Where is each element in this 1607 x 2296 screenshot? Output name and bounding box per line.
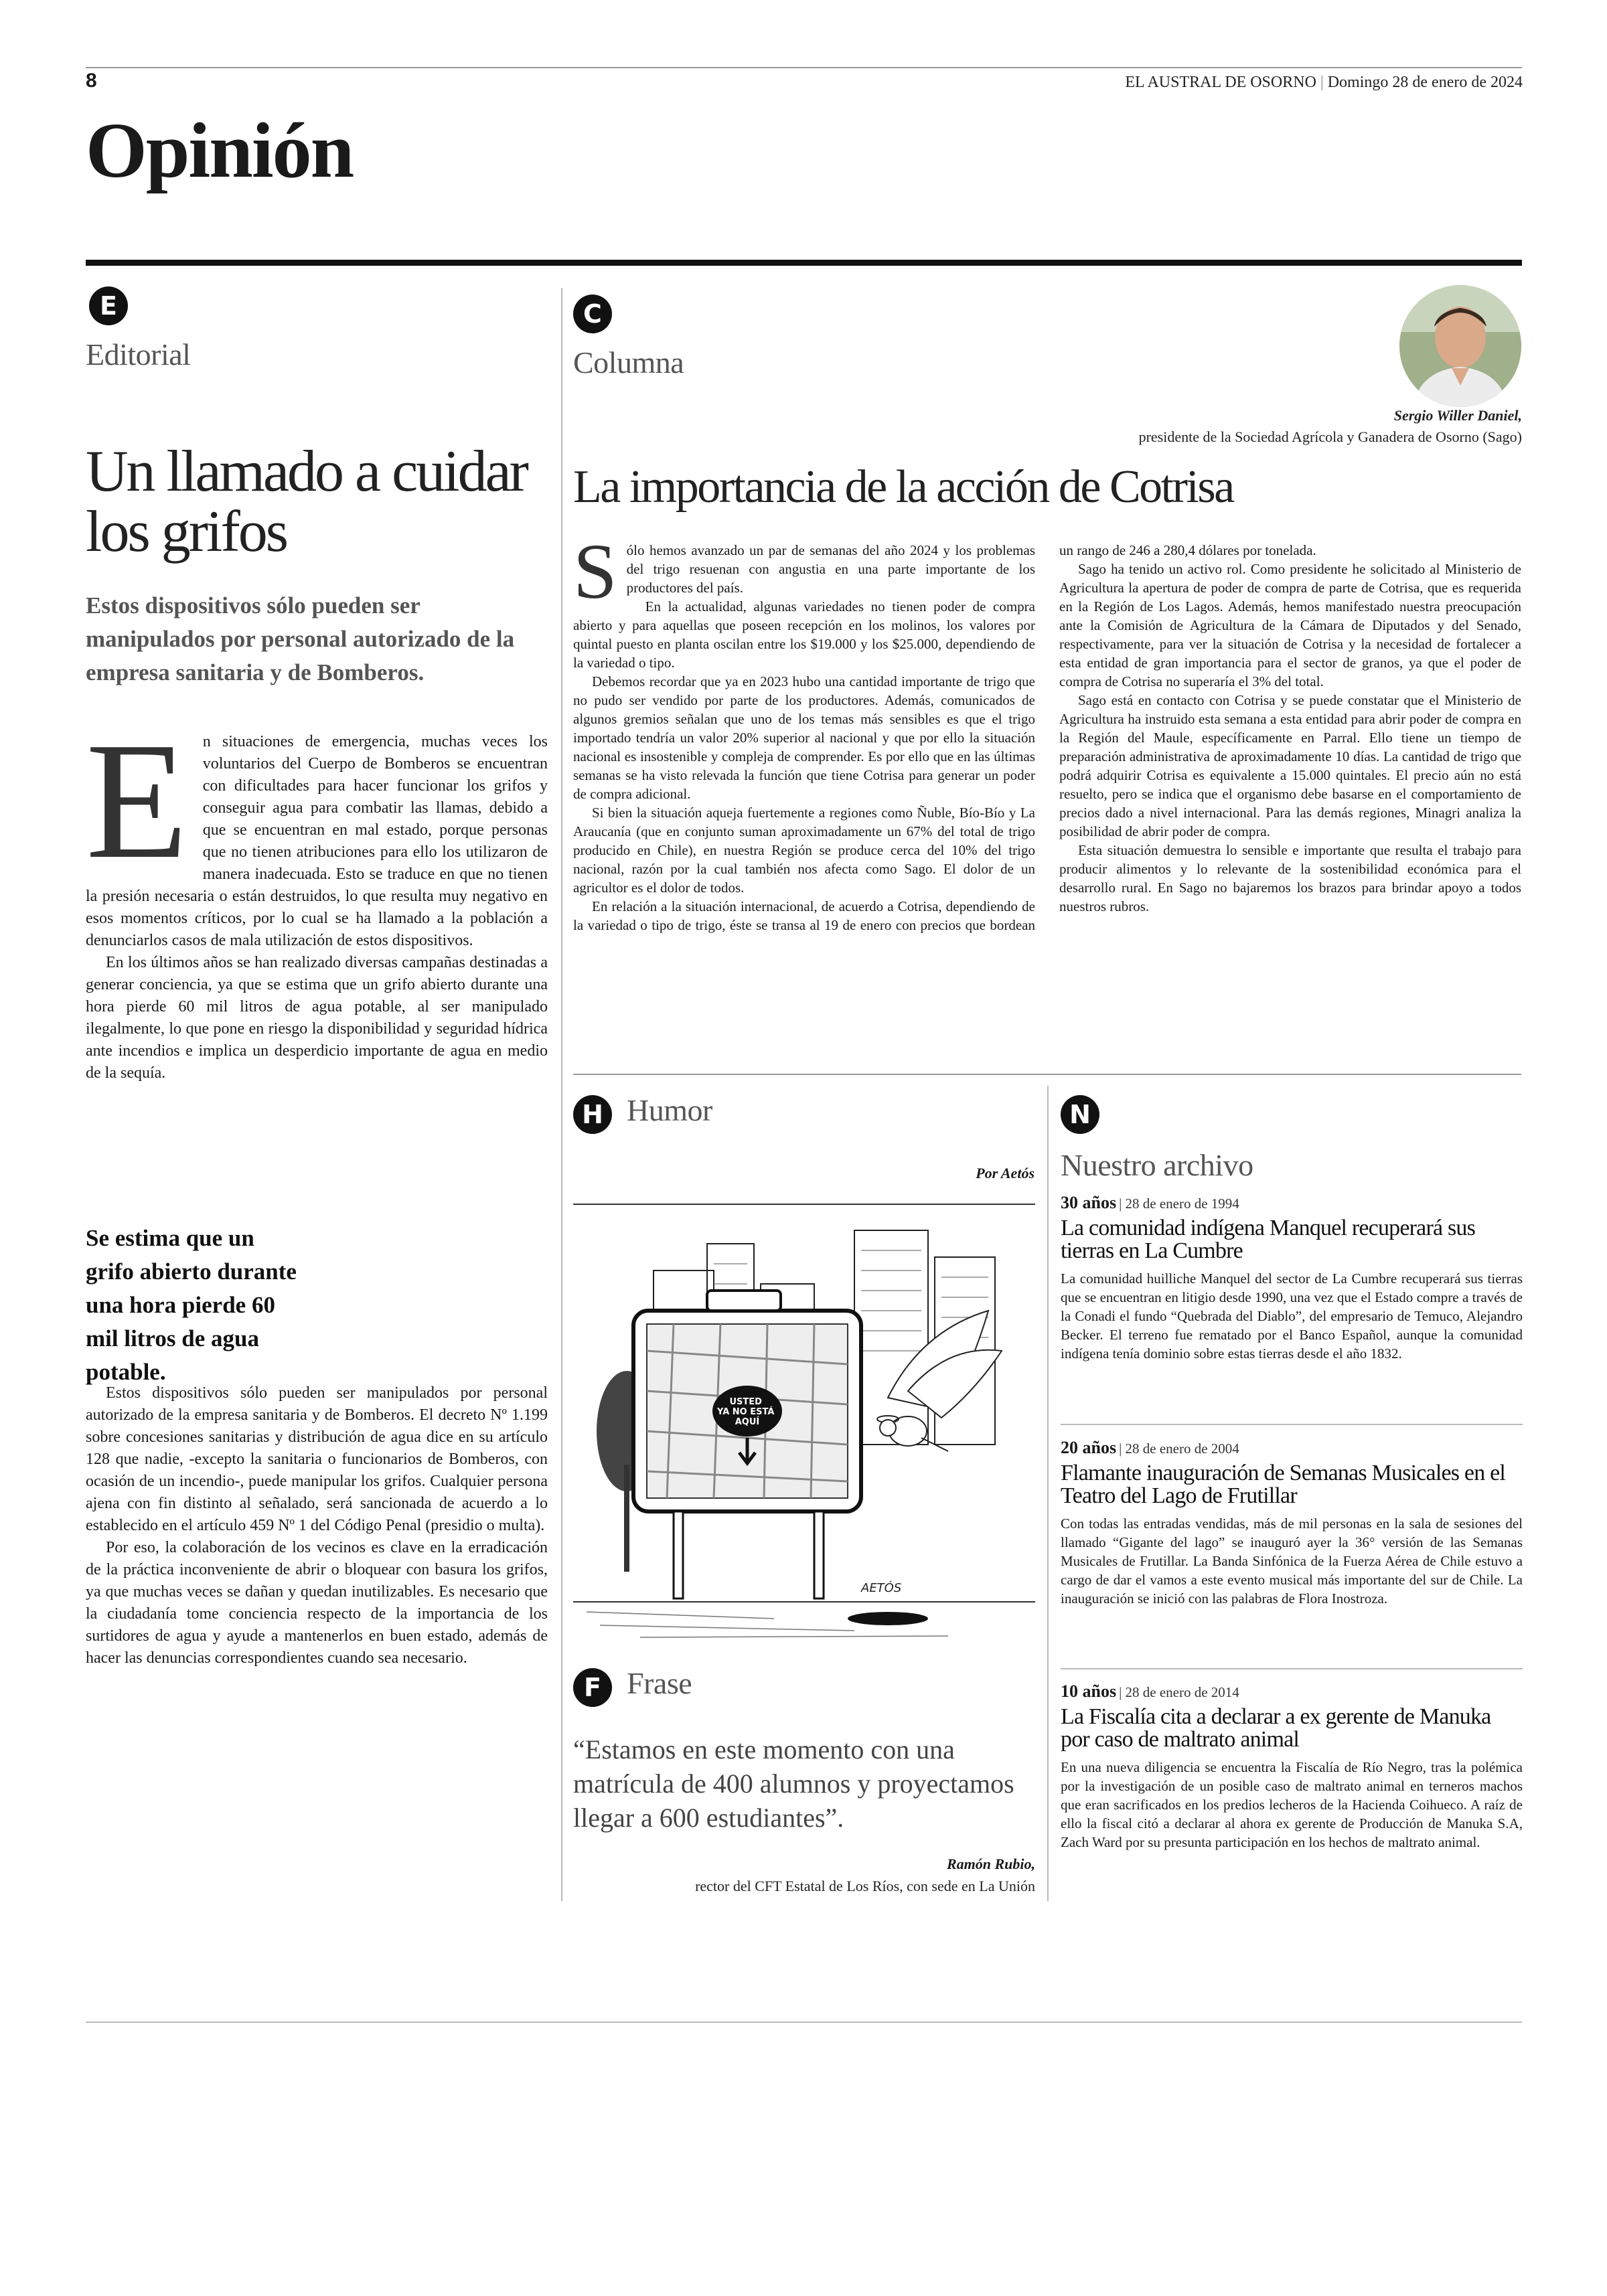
column-badge: C: [573, 295, 612, 333]
archive-entry-years: 20 años: [1061, 1438, 1117, 1457]
author-photo: [1399, 285, 1521, 407]
archive-entry-2: [1061, 1438, 1523, 1608]
column-divider-left: [561, 288, 562, 1901]
column-paragraph: Sago está en contacto con Cotrisa y se puede constatar que el Ministerio de Agricultura ha instruido esta semana a esta entidad para abrir poder de compra en la Región del Maule, específicamente en Parral. Ello tiene un tiempo de preparación administrativa de aproximadamente 10 días. La cantidad de trigo que podrá adquirir Cotrisa es equivalente a 15.000 quintales. El precio aún no está resuelto, pero se indica que el organismo debe basarse en el comportamiento de precios dado a nivel internacional. Para las demás regiones, Minagri analiza la posibilidad de abrir poder de compra.: [1059, 692, 1521, 839]
column-body: [573, 527, 1521, 1063]
column-author-role: presidente de la Sociedad Agrícola y Ganadera de Osorno (Sago): [1138, 428, 1522, 445]
editorial-p3: Estos dispositivos sólo pueden ser manipulados por personal autorizado de la empresa sanitaria y de Bomberos. El decreto Nº 1.199 sobre concesiones sanitarias y distribución de agua dice en su artículo 128 que nadie, -excepto la sanitaria o funcionarios de Bomberos, con ocasión de un incendio-, puede manipular los grifos. Cualquier persona ajena con fin distinto al señalado, será sancionada de acuerdo a lo establecido en el artículo 459 Nº 1 del Código Penal (presidio o multa).: [86, 1384, 548, 1534]
column-paragraph: Si bien la situación aqueja fuertemente a regiones como Ñuble, Bío-Bío y La Araucanía (que en conjunto suman aproximadamente un 67% del total de trigo producido en Chile), en nuestra Región se produce cerca del 10% del trigo nacional, razón por la cual también nos afecta como Sago. El dolor de un agricultor es el dolor de todos.: [573, 805, 1035, 896]
column-dropcap: S: [573, 527, 617, 615]
humor-byline: Por Aetós: [976, 1165, 1035, 1181]
archive-entry-title: La comunidad indígena Manquel recuperará sus tierras en La Cumbre: [1061, 1216, 1476, 1263]
editorial-badge: E: [89, 286, 128, 325]
column-paragraph: En relación a la situación internacional, de acuerdo a Cotrisa, dependiendo de la variedad o tipo de trigo, éste se transa al 19 de enero con precios que bordean un rango de 246 a 280,4 dólares por tonelada.: [573, 542, 1316, 933]
header-top-rule: [86, 67, 1522, 68]
column-paragraph: Debemos recordar que ya en 2023 hubo una cantidad importante de trigo que no pudo ser vendido por parte de los productores. Además, comunicados de algunos gremios señalan que uno de los temas más sensibles es que el trigo importado tendría un valor 20% superior al nacional y que por ello la situación nacional es insostenible y compleja de comprender. Es por ello que en las últimas semanas se ha visto relevada la función que tiene Cotrisa para generar un poder de compra adicional.: [573, 673, 1035, 802]
column-headline: La importancia de la acción de Cotrisa: [573, 461, 1233, 513]
editorial-p2: En los últimos años se han realizado diversas campañas destinadas a generar conciencia, ya que se estima que un grifo abierto durante una hora pierde 60 mil litros de agua potable, al ser manipulado ilegalmente, lo que pone en riesgo la disponibilidad y seguridad hídrica ante incendios e implica un desperdicio importante de agua en medio de la sequía.: [86, 954, 548, 1082]
publication-line: EL AUSTRAL DE OSORNO | Domingo 28 de enero de 2024: [1125, 74, 1523, 91]
editorial-pullquote: Se estima que un grifo abierto durante una hora pierde 60 mil litros de agua potable.: [86, 1225, 297, 1385]
archive-entry-date: | 28 de enero de 2014: [1119, 1684, 1239, 1700]
editorial-intro: n situaciones de emergencia, muchas veces los voluntarios del Cuerpo de Bomberos se encuentran con dificultades para hacer funcionar los grifos y conseguir agua para combatir las llamas, debido a que se encuentran en mal estado, porque personas que no tienen atribuciones para ello los utilizaron de manera inadecuada. Esto se traduce en que no tienen la presión necesaria o están destruidos, lo que resulta muy negativo en esos momentos críticos, por lo cual se ha llamado a la población a denunciarlos casos de mala utilización de estos dispositivos.: [86, 733, 548, 949]
archive-entry-years: 30 años: [1061, 1193, 1117, 1212]
archive-entry-date: | 28 de enero de 2004: [1119, 1441, 1239, 1457]
frase-author-role: rector del CFT Estatal de Los Ríos, con sede en La Unión: [695, 1878, 1035, 1894]
column-bottom-rule: [573, 1074, 1521, 1075]
archive-entry-1: [1061, 1193, 1523, 1363]
publication-date: Domingo 28 de enero de 2024: [1327, 74, 1523, 91]
frase-quote: “Estamos en este momento con una matrícula de 400 alumnos y proyectamos llegar a 600 estudiantes”.: [573, 1734, 1014, 1833]
archive-divider: [1061, 1668, 1523, 1669]
cartoon-signature: AETÓS: [861, 1581, 902, 1595]
editorial-body-bottom: [86, 1382, 548, 1669]
column-paragraph: En la actualidad, algunas variedades no tienen poder de compra abierto y para aquellas que poseen recepción en los molinos, los valores por quintal puesto en planta oscilan entre los $19.000 y los $25.000, dependiendo de la variedad o tipo.: [573, 598, 1035, 671]
frase-author: Ramón Rubio,: [946, 1856, 1035, 1872]
section-top-bar: [86, 260, 1522, 266]
archive-entry-date: | 28 de enero de 1994: [1119, 1196, 1239, 1212]
humor-top-rule: [573, 1204, 1035, 1205]
archive-label: Nuestro archivo: [1061, 1148, 1253, 1182]
archive-entry-3: [1061, 1682, 1523, 1852]
page-number: 8: [86, 70, 97, 92]
section-title: Opinión: [86, 106, 354, 194]
page-bottom-rule: [86, 2022, 1522, 2023]
editorial-headline: Un llamado a cuidar los grifos: [86, 439, 527, 564]
frase-label: Frase: [627, 1666, 692, 1700]
column-paragraph: Sago ha tenido un activo rol. Como presidente he solicitado al Ministerio de Agricultura la apertura de poder de compra de parte de Cotrisa, que es requerida en la Región de Los Lagos. Además, hemos manifestado nuestra preocupación ante la Comisión de Agricultura de la Cámara de Diputados y del Senado, respectivamente, para ver la situación de Cotrisa y la necesidad de fortalecer a esta entidad de gran importancia para el sector de granos, ya que el poder de compra de Cotrisa no superaría el 3% del total.: [1059, 561, 1521, 689]
humor-badge: H: [573, 1095, 612, 1134]
humor-cartoon: [573, 1210, 1035, 1639]
column-label: Columna: [573, 345, 684, 380]
editorial-p4: Por eso, la colaboración de los vecinos es clave en la erradicación de la práctica inconveniente de abrir o bloquear con basura los grifos, ya que muchas veces se dañan y quedan inutilizables. Es necesario que la ciudadanía tome conciencia respecto de la importancia de los surtidores de agua y ayude a mantenerlos en buen estado, además de hacer las denuncias correspondientes cuando sea necesario.: [86, 1539, 548, 1667]
column-author-name: Sergio Willer Daniel,: [1393, 407, 1522, 424]
archive-entry-years: 10 años: [1061, 1682, 1117, 1701]
editorial-deck: Estos dispositivos sólo pueden ser manipulados por personal autorizado de la empresa sanitaria y de Bomberos.: [86, 592, 515, 685]
archive-divider: [1061, 1424, 1523, 1425]
editorial-dropcap: E: [86, 708, 188, 894]
column-paragraph: Esta situación demuestra lo sensible e importante que resulta el trabajo para producir alimentos y lo relevante de la sostenibilidad económica para el desarrollo rural. En Sago no bajaremos los brazos para brindar apoyo a todos nuestros rubros.: [1059, 842, 1521, 914]
editorial-body-top: [86, 708, 548, 1084]
humor-label: Humor: [627, 1093, 712, 1127]
column-paragraph: ólo hemos avanzado un par de semanas del año 2024 y los problemas del trigo resuenan con angustia en una parte importante de los productores del país.: [626, 542, 1035, 596]
archive-entry-text: En una nueva diligencia se encuentra la Fiscalía de Río Negro, tras la polémica por la investigación de un posible caso de maltrato animal en terneros machos que eran sacrificados en los predios lecheros de la Hacienda Coihueco. A raíz de ello la fiscal citó a declarar al ahora ex gerente de Producción de Manuka S.A, Zach Ward por su presunta participación en los hechos de maltrato animal.: [1061, 1759, 1523, 1850]
archive-entry-text: Con todas las entradas vendidas, más de mil personas en la sala de sesiones del llamado “Gigante del lago” se inauguró ayer la 36° versión de las Semanas Musicales de Frutillar. La Banda Sinfónica de la Fuerza Aérea de Chile estuvo a cargo de dar el vamos a este evento musical más importante del sur de Chile. La inauguración se inició con las palabras de Flora Inostroza.: [1061, 1515, 1523, 1607]
column-divider-right: [1047, 1086, 1049, 1901]
frase-badge: F: [573, 1668, 612, 1707]
archive-entry-text: La comunidad huilliche Manquel del sector de La Cumbre recuperará sus tierras que se encuentran en litigio desde 1990, una vez que el Estado compre a través de la Conadi el fundo “Quebrada del Diablo”, del empresario de Temuco, Alejandro Becker. El terreno fue rematado por el Banco Español, aunque la comunidad indígena tenía dominio sobre estas tierras desde el año 1832.: [1061, 1270, 1523, 1362]
publication-name: EL AUSTRAL DE OSORNO: [1125, 74, 1316, 91]
cartoon-sign-text: USTED YA NO ESTÁ AQUÍ: [717, 1397, 775, 1427]
archive-entry-title: La Fiscalía cita a declarar a ex gerente de Manuka por caso de maltrato animal: [1061, 1704, 1491, 1752]
archive-badge: N: [1061, 1095, 1099, 1134]
editorial-label: Editorial: [86, 337, 191, 372]
archive-entry-title: Flamante inauguración de Semanas Musicales en el Teatro del Lago de Frutillar: [1061, 1461, 1506, 1508]
